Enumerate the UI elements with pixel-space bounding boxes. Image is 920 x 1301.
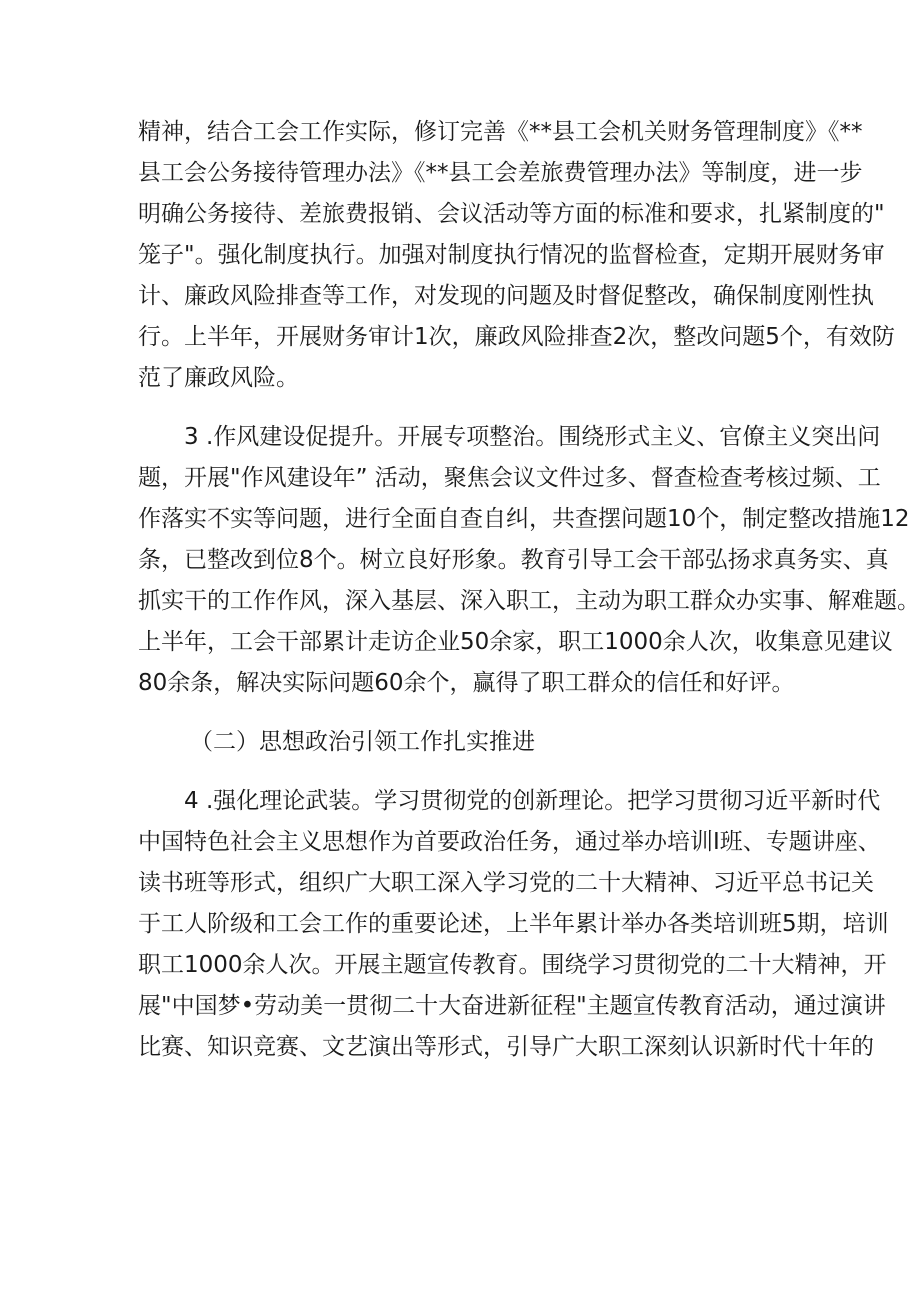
text-line: 3 .作风建设促提升。开展专项整治。围绕形式主义、官僚主义突出问 bbox=[184, 424, 881, 450]
text-line: 笼子"。强化制度执行。加强对制度执行情况的监督检查，定期开展财务审 bbox=[138, 242, 885, 268]
text-line: 计、廉政风险排查等工作，对发现的问题及时督促整改，确保制度刚性执 bbox=[138, 283, 874, 309]
text-line: 明确公务接待、差旅费报销、会议活动等方面的标准和要求，扎紧制度的" bbox=[138, 201, 885, 227]
text-line: 行。上半年，开展财务审计1次，廉政风险排查2次，整改问题5个，有效防 bbox=[138, 324, 895, 350]
text-line: 条，已整改到位8个。树立良好形象。教育引导工会干部弘扬求真务实、真 bbox=[138, 547, 889, 573]
paragraph-theory bbox=[138, 781, 889, 1068]
document-body bbox=[138, 112, 920, 1086]
text-line: 县工会公务接待管理办法》《**县工会差旅费管理办法》等制度，进一步 bbox=[138, 160, 863, 186]
section-heading bbox=[138, 722, 788, 763]
text-line: 精神，结合工会工作实际，修订完善《**县工会机关财务管理制度》《** bbox=[138, 119, 863, 145]
text-line: 80余条，解决实际问题60余个，赢得了职工群众的信任和好评。 bbox=[138, 670, 795, 696]
text-line: 上半年，工会干部累计走访企业50余家，职工1000余人次，收集意见建议 bbox=[138, 629, 893, 655]
text-line: 展"中国梦•劳动美一贯彻二十大奋进新征程"主题宣传教育活动，通过演讲 bbox=[138, 993, 886, 1019]
text-line: 于工人阶级和工会工作的重要论述，上半年累计举办各类培训班5期，培训 bbox=[138, 911, 889, 937]
text-line: 中国特色社会主义思想作为首要政治任务，通过举办培训I班、专题讲座、 bbox=[138, 829, 881, 855]
text-line: 抓实干的工作作风，深入基层、深入职工，主动为职工群众办实事、解难题。 bbox=[138, 588, 920, 614]
text-line: 读书班等形式，组织广大职工深入学习党的二十大精神、习近平总书记关 bbox=[138, 870, 874, 896]
text-line: 4 .强化理论武装。学习贯彻党的创新理论。把学习贯彻习近平新时代 bbox=[184, 788, 881, 814]
text-line: 职工1000余人次。开展主题宣传教育。围绕学习贯彻党的二十大精神，开 bbox=[138, 952, 887, 978]
paragraph-finance-system bbox=[138, 112, 895, 399]
text-line: （二）思想政治引领工作扎实推进 bbox=[190, 729, 535, 755]
text-line: 作落实不实等问题，进行全面自查自纠，共查摆问题10个，制定整改措施12 bbox=[138, 506, 910, 532]
text-line: 范了廉政风险。 bbox=[138, 365, 299, 391]
text-line: 题，开展"作风建设年” 活动，聚焦会议文件过多、督查检查考核过频、工 bbox=[138, 465, 881, 491]
paragraph-work-style bbox=[138, 417, 920, 704]
text-line: 比赛、知识竞赛、文艺演出等形式，引导广大职工深刻认识新时代十年的 bbox=[138, 1034, 874, 1060]
